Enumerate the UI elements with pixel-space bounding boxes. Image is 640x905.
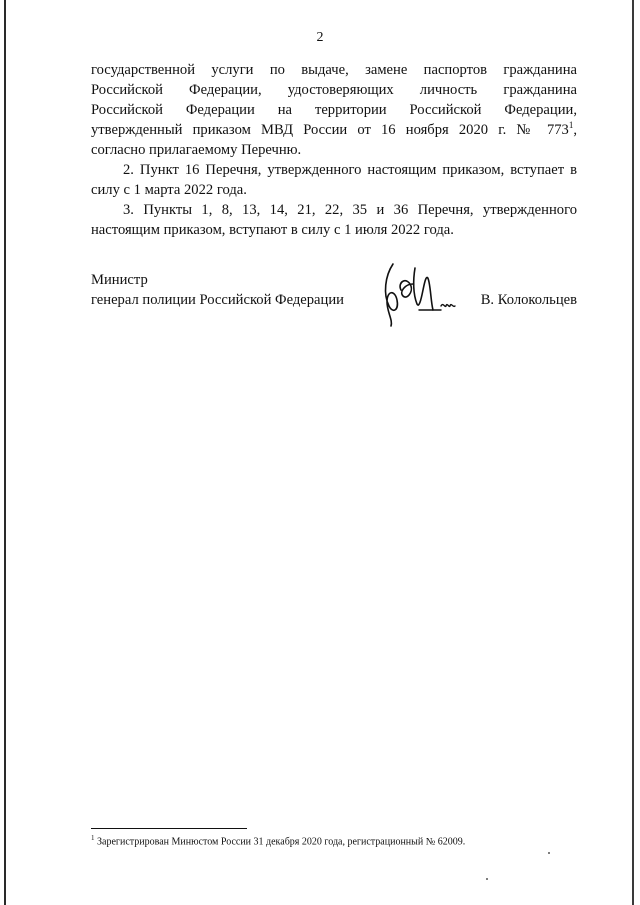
handwritten-signature: [379, 260, 459, 330]
order-reference: утвержденный приказом МВД России от 16 ноября 2020 г. № 773: [91, 122, 569, 138]
scan-edge-left: [4, 0, 6, 905]
footnote: [91, 834, 577, 847]
footnote-marker: 1: [568, 120, 574, 131]
scan-speck: [486, 878, 488, 880]
paragraph-1-line-4: [91, 120, 577, 140]
footnote-separator: [91, 828, 247, 829]
page-number: 2: [316, 30, 324, 45]
signatory-title: Министр: [91, 272, 148, 288]
paragraph-1-line-1: государственной услуги по выдаче, замене паспортов гражданина: [91, 62, 577, 78]
document-body: [91, 60, 577, 240]
paragraph-1-line-5: согласно прилагаемому Перечню.: [91, 142, 302, 158]
paragraph-1-line-2: Российской Федерации, удостоверяющих личность гражданина: [91, 82, 577, 98]
paragraph-1-line-3: Российской Федерации на территории Российской Федерации,: [91, 102, 577, 118]
scan-speck: [548, 852, 550, 854]
signature-block: [91, 272, 577, 342]
signatory-rank: генерал полиции Российской Федерации: [91, 292, 344, 308]
footnote-number: 1: [91, 834, 95, 842]
paragraph-2: 2. Пункт 16 Перечня, утвержденного настоящим приказом, вступает в силу с 1 марта 2022 года.: [91, 162, 577, 198]
signatory-name: В. Колокольцев: [480, 292, 577, 308]
scan-edge-right: [632, 0, 634, 905]
footnote-text: Зарегистрирован Минюстом России 31 декабря 2020 года, регистрационный № 62009.: [97, 836, 466, 848]
paragraph-3: 3. Пункты 1, 8, 13, 14, 21, 22, 35 и 36 Перечня, утвержденного настоящим приказом, вступают в силу с 1 июля 2022 года.: [91, 202, 577, 238]
comma: ,: [573, 122, 577, 138]
